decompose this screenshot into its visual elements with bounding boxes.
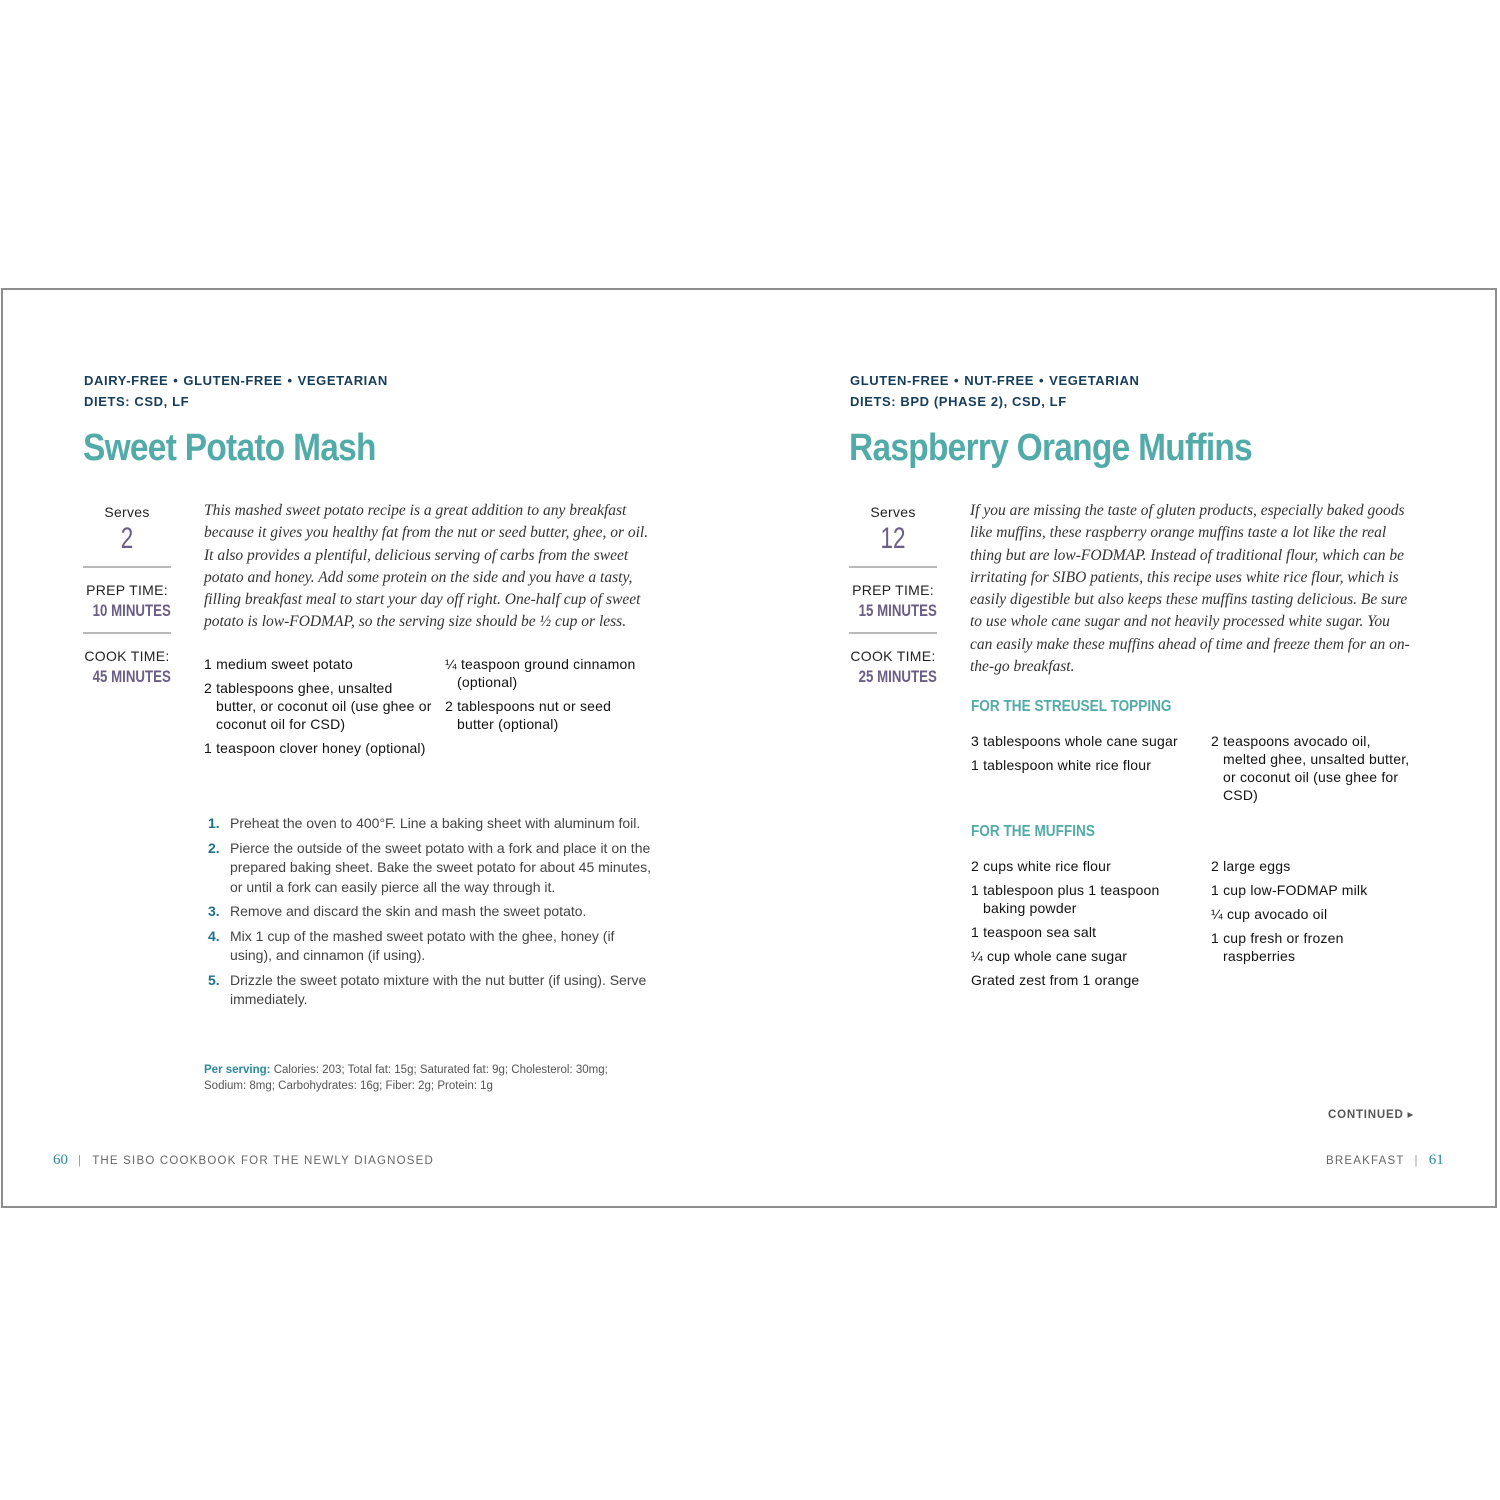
prep-time-label: PREP TIME:	[86, 582, 168, 598]
nutrition-info	[204, 1063, 644, 1094]
step-number: 5.	[208, 971, 220, 988]
bullet: •	[173, 373, 179, 388]
recipe-stats	[849, 504, 937, 688]
step-number: 3.	[208, 903, 220, 919]
running-head: BREAKFAST	[1326, 1155, 1405, 1167]
book-spread	[1, 288, 1497, 1208]
step-number: 2.	[208, 839, 220, 856]
diets-line: DIETS: BPD (PHASE 2), CSD, LF	[850, 394, 1067, 409]
ingredient: 1 teaspoon sea salt	[971, 924, 1097, 940]
running-head: THE SIBO COOKBOOK FOR THE NEWLY DIAGNOSED	[92, 1155, 435, 1167]
cook-time-label: COOK TIME:	[84, 648, 170, 664]
cook-time-value: 45 MINUTES	[92, 667, 171, 686]
ingredient: Grated zest from 1 orange	[971, 972, 1140, 988]
ingredient: ¼ teaspoon ground cinnamon (optional)	[445, 656, 636, 690]
ingredient: 2 cups white rice flour	[971, 858, 1111, 874]
divider	[83, 566, 171, 568]
left-page	[3, 290, 751, 1206]
tag: GLUTEN-FREE	[850, 373, 950, 388]
step-text: Drizzle the sweet potato mixture with the nut butter (if using). Serve immediately.	[230, 971, 647, 1007]
tag: DAIRY-FREE	[84, 373, 169, 388]
prep-time-value: 15 MINUTES	[858, 601, 937, 620]
ingredient: 1 medium sweet potato	[204, 656, 353, 672]
muffin-ingredients	[971, 857, 1411, 995]
ingredient-column	[445, 655, 645, 763]
ingredient: 3 tablespoons whole cane sugar	[971, 733, 1178, 749]
recipe-intro: This mashed sweet potato recipe is a great addition to any breakfast because it gives you healthy fat from the nut or seed butter, ghee, or oil. It also provides a plentiful, delicious serving of carbs from the sweet potato and honey. Add some protein on the side and you have a tasty, filling breakfast meal to start your day off right. One-half cup of sweet potato is low-FODMAP, so the serving size should be ½ cup or less.	[204, 502, 649, 631]
page-number: 61	[1428, 1152, 1444, 1168]
bullet: •	[287, 373, 293, 388]
recipe-stats	[83, 504, 171, 688]
step-number: 1.	[208, 815, 220, 831]
step	[208, 839, 658, 898]
step-text: Pierce the outside of the sweet potato with a fork and place it on the prepared baking sheet. Bake the sweet potato for about 45 minutes, or until a fork can easily pierce all the way through it.	[230, 839, 652, 895]
tag: NUT-FREE	[964, 373, 1035, 388]
nutrition-text: Calories: 203; Total fat: 15g; Saturated fat: 9g; Cholesterol: 30mg; Sodium: 8mg; Carbohydrates: 16g; Fiber: 2g; Protein: 1g	[204, 1064, 608, 1092]
step	[208, 814, 658, 834]
recipe-tags	[850, 370, 1139, 412]
prep-time-label: PREP TIME:	[852, 582, 934, 598]
divider	[83, 632, 171, 634]
right-page	[769, 290, 1500, 1206]
step	[208, 971, 658, 1010]
step-number: 4.	[208, 927, 220, 944]
diets-line: DIETS: CSD, LF	[84, 394, 190, 409]
step-text: Mix 1 cup of the mashed sweet potato with the ghee, honey (if using), and cinnamon (if using).	[230, 927, 615, 963]
bullet: •	[954, 373, 960, 388]
divider	[849, 632, 937, 634]
serves-label: Serves	[104, 504, 150, 520]
tag: VEGETARIAN	[1049, 373, 1140, 388]
recipe-intro: If you are missing the taste of gluten products, especially baked goods like muffins, these raspberry orange muffins taste a lot like the real thing but are low-FODMAP. Instead of traditional flour, which can be irritating for SIBO patients, this recipe uses white rice flour, which is easily digestible but also keeps these muffins tasting delicious. Be sure to use whole cane sugar and not heavily processed white sugar. You can easily make these muffins ahead of time and freeze them for an on-the-go breakfast.	[970, 502, 1410, 676]
tag-line	[84, 370, 388, 391]
ingredient: 1 cup fresh or frozen raspberries	[1211, 930, 1344, 964]
ingredient: ¼ cup whole cane sugar	[971, 948, 1128, 964]
ingredient-list	[204, 655, 645, 763]
ingredient: 1 tablespoon white rice flour	[971, 757, 1152, 773]
prep-time-value: 10 MINUTES	[92, 601, 171, 620]
muffins-heading: FOR THE MUFFINS	[971, 823, 1095, 840]
ingredient: 2 tablespoons ghee, unsalted butter, or coconut oil (use ghee or coconut oil for CSD)	[204, 680, 432, 732]
tag-line	[850, 370, 1139, 391]
ingredient-column	[971, 732, 1201, 810]
ingredient: 2 large eggs	[1211, 858, 1291, 874]
ingredient: 1 teaspoon clover honey (optional)	[204, 740, 426, 756]
ingredient: 2 tablespoons nut or seed butter (optional)	[445, 698, 612, 732]
tag: GLUTEN-FREE	[183, 373, 283, 388]
continued-link[interactable]: CONTINUED ▸	[1328, 1109, 1415, 1121]
recipe-title: Sweet Potato Mash	[83, 427, 376, 469]
nutrition-label: Per serving:	[204, 1064, 271, 1076]
ingredient-column	[971, 857, 1201, 995]
ingredient: ¼ cup avocado oil	[1211, 906, 1328, 922]
ingredient-column	[1211, 732, 1411, 810]
recipe-steps	[208, 814, 658, 1015]
recipe-title: Raspberry Orange Muffins	[849, 427, 1253, 469]
footer-separator: |	[78, 1155, 83, 1167]
streusel-ingredients	[971, 732, 1411, 810]
streusel-heading: FOR THE STREUSEL TOPPING	[971, 698, 1172, 715]
serves-label: Serves	[870, 504, 916, 520]
ingredient: 1 tablespoon plus 1 teaspoon baking powder	[971, 882, 1160, 916]
step-text: Preheat the oven to 400°F. Line a baking sheet with aluminum foil.	[230, 815, 641, 831]
serves-value: 2	[120, 522, 134, 555]
footer-separator: |	[1414, 1155, 1419, 1167]
cook-time-label: COOK TIME:	[850, 648, 936, 664]
bullet: •	[1039, 373, 1045, 388]
page-footer	[53, 1152, 434, 1169]
ingredient: 1 cup low-FODMAP milk	[1211, 882, 1368, 898]
step	[208, 927, 658, 966]
ingredient-column	[1211, 857, 1411, 995]
divider	[849, 566, 937, 568]
step	[208, 902, 658, 922]
ingredient: 2 teaspoons avocado oil, melted ghee, unsalted butter, or coconut oil (use ghee for CSD)	[1211, 733, 1410, 803]
serves-value: 12	[880, 522, 906, 555]
ingredient-column	[204, 655, 434, 763]
page-footer	[1326, 1152, 1444, 1169]
page-number: 60	[53, 1152, 68, 1168]
tag: VEGETARIAN	[297, 373, 388, 388]
recipe-tags	[84, 370, 388, 412]
cook-time-value: 25 MINUTES	[858, 667, 937, 686]
step-text: Remove and discard the skin and mash the sweet potato.	[230, 903, 587, 919]
